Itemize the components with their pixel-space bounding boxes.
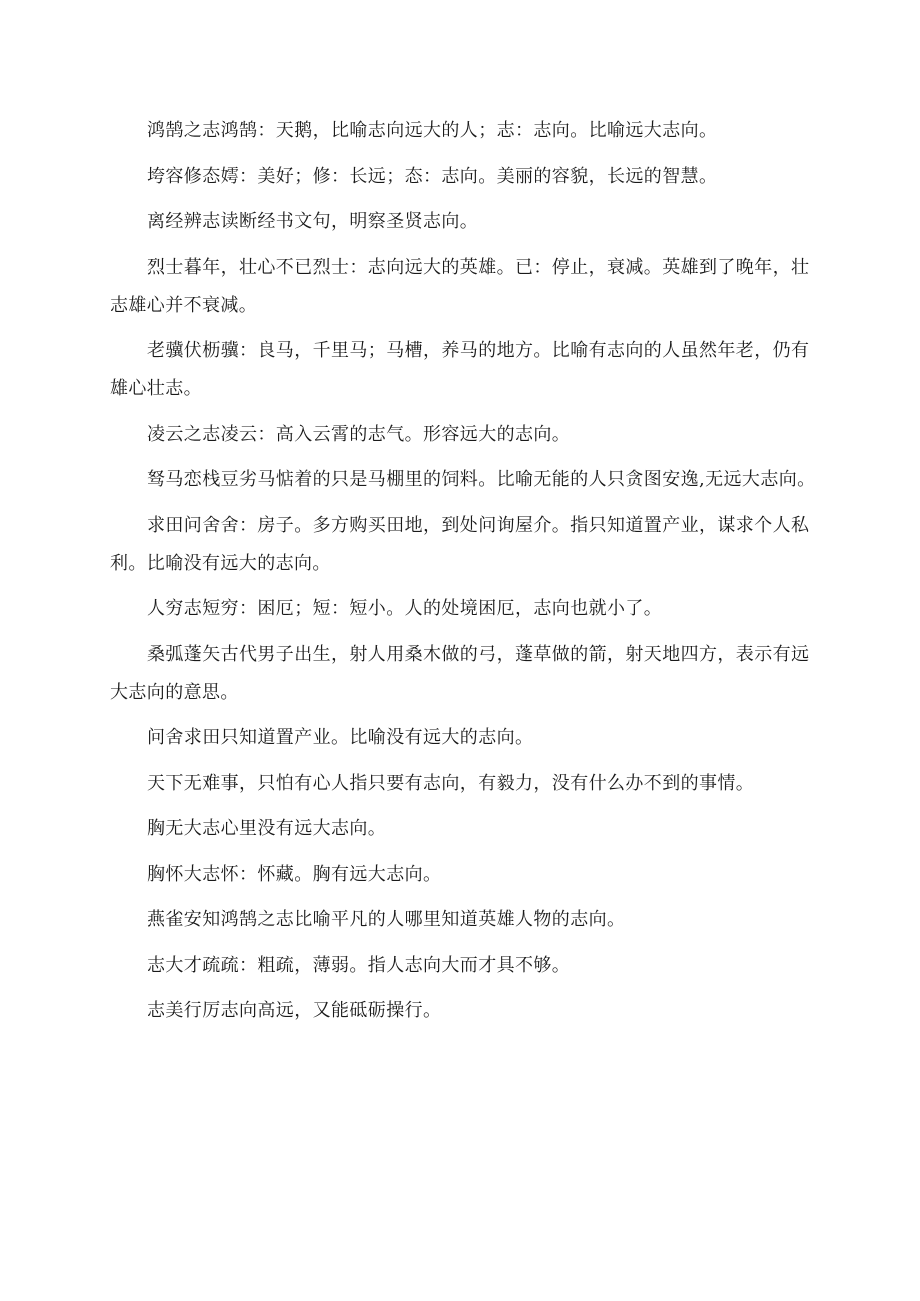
paragraph-7: 驽马恋栈豆劣马惦着的只是马棚里的饲料。比喻无能的人只贪图安逸,无远大志向。 (147, 469, 816, 490)
paragraph-2: 垮容修态嫮：美好；修：长远；态：志向。美丽的容貌，长远的智慧。 (147, 165, 718, 187)
paragraph-16: 志大才疏疏：粗疏，薄弱。指人志向大而才具不够。 (147, 954, 571, 976)
paragraph-10: 桑弧蓬矢古代男子出生，射人用桑木做的弓，蓬草做的箭，射天地四方，表示有远大志向的意思。 (110, 643, 810, 703)
paragraph-9: 人穷志短穷：困厄；短：短小。人的处境困厄，志向也就小了。 (147, 598, 663, 619)
paragraph-6: 凌云之志凌云：高入云霄的志气。形容远大的志向。 (147, 423, 571, 445)
paragraph-11: 问舍求田只知道置产业。比喻没有远大的志向。 (147, 727, 534, 748)
paragraph-5: 老骥伏枥骥：良马，千里马；马槽，养马的地方。比喻有志向的人虽然年老，仍有雄心壮志。 (110, 340, 810, 399)
paragraph-8: 求田问舍舍：房子。多方购买田地，到处问询屋介。指只知道置产业，谋求个人私利。比喻没有远大的志向。 (110, 514, 810, 574)
paragraph-13: 胸无大志心里没有远大志向。 (147, 818, 387, 839)
paragraph-14: 胸怀大志怀：怀藏。胸有远大志向。 (147, 863, 442, 885)
paragraph-12: 天下无难事，只怕有心人指只要有志向，有毅力，没有什么办不到的事情。 (147, 772, 755, 794)
paragraph-15: 燕雀安知鸿鹄之志比喻平凡的人哪里知道英雄人物的志向。 (147, 909, 626, 930)
document-page (110, 112, 825, 1038)
paragraph-17: 志美行厉志向高远，又能砥砺操行。 (147, 1000, 442, 1021)
paragraph-1: 鸿鹄之志鸿鹄：天鹅，比喻志向远大的人；志：志向。比喻远大志向。 (147, 120, 718, 141)
paragraph-4: 烈士暮年，壮心不已烈士：志向远大的英雄。已：停止，衰减。英雄到了晚年，壮志雄心并不衰减。 (110, 256, 810, 316)
paragraph-3: 离经辨志读断经书文句，明察圣贤志向。 (147, 211, 479, 232)
